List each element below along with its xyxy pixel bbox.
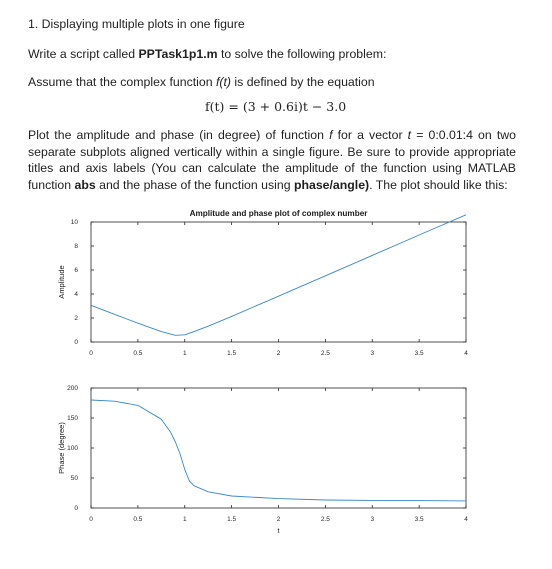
- phase-function: phase/angle): [293, 177, 370, 192]
- x-tick-label: 3: [370, 350, 375, 357]
- chart-title: Amplitude and phase plot of complex number: [189, 209, 368, 218]
- y-tick-label: 200: [67, 385, 78, 392]
- x-tick-label: 0.5: [133, 516, 143, 523]
- x-tick-label: 2: [276, 516, 281, 523]
- x-tick-label: 2.5: [320, 350, 330, 357]
- assume-statement: Assume that the complex function f(t) is defined by the equation: [28, 75, 375, 89]
- x-tick-label: 1.5: [227, 516, 237, 523]
- x-tick-label: 4: [464, 350, 468, 357]
- y-tick-label: 100: [67, 445, 78, 452]
- write-instruction: Write a script called PPTask1p1.m to solve the following problem:: [28, 47, 387, 61]
- x-tick-label: 2.5: [320, 516, 330, 523]
- y-tick-label: 2: [74, 315, 78, 322]
- plot-area-1: [91, 222, 466, 342]
- function-name: f(t): [215, 75, 231, 89]
- script-name: PPTask1p1.m: [138, 47, 218, 61]
- x-tick-label: 1.5: [227, 350, 237, 357]
- x-tick-label: 0: [89, 350, 93, 357]
- y-tick-label: 8: [74, 243, 78, 250]
- x-tick-label: 2: [276, 350, 281, 357]
- y-axis-label: Amplitude: [57, 265, 66, 299]
- y-tick-label: 10: [70, 219, 78, 226]
- plot-area-2: [91, 388, 466, 508]
- x-tick-label: 0.5: [133, 350, 143, 357]
- x-tick-label: 3.5: [414, 350, 424, 357]
- x-tick-label: 1: [182, 516, 187, 523]
- y-tick-label: 4: [74, 291, 78, 298]
- y-tick-label: 0: [74, 505, 78, 512]
- y-tick-label: 6: [74, 267, 78, 274]
- x-tick-label: 1: [182, 350, 187, 357]
- x-tick-label: 3: [370, 516, 375, 523]
- x-axis-label: t: [277, 528, 280, 535]
- y-axis-label: Phase (degree): [57, 422, 66, 474]
- x-tick-label: 3.5: [414, 516, 424, 523]
- y-tick-label: 150: [67, 415, 78, 422]
- abs-function: abs: [74, 177, 96, 192]
- x-tick-label: 0: [89, 516, 93, 523]
- y-tick-label: 50: [70, 475, 78, 482]
- section-heading: 1. Displaying multiple plots in one figure: [28, 17, 245, 31]
- x-tick-label: 4: [464, 516, 468, 523]
- equation: f(t) = (3 + 0.6i)t − 3.0: [205, 99, 347, 114]
- task-paragraph: Plot the amplitude and phase (in degree) of function f for a vector t = 0:0.01:4 on two separate subplots aligned vertically within a single figure. Be sure to provide appropriate titles and axis labels (You can calculate the amplitude of the function using MATLAB function abs and the phase of the function using phase/angle). The plot should like this:: [28, 128, 516, 192]
- y-tick-label: 0: [74, 339, 78, 346]
